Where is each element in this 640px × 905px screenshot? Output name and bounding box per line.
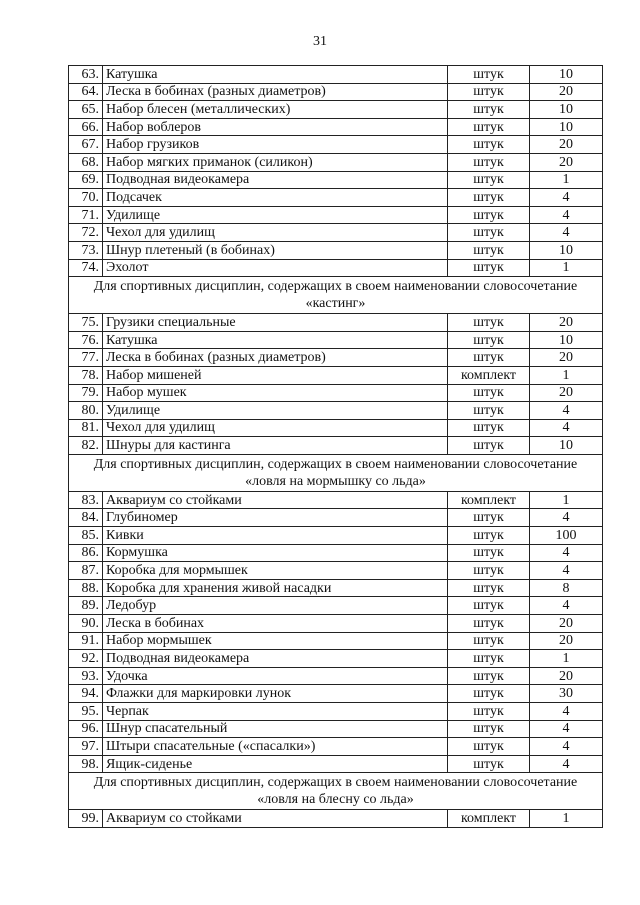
section-header-text: Для спортивных дисциплин, содержащих в своем наименовании словосочетание «ловля на мормышку со льда» [69, 454, 603, 491]
quantity-cell: 20 [530, 136, 603, 154]
quantity-cell: 4 [530, 402, 603, 420]
row-number-cell: 80. [69, 402, 103, 420]
item-name-cell: Леска в бобинах [103, 615, 448, 633]
quantity-cell: 20 [530, 667, 603, 685]
unit-cell: штук [448, 101, 530, 119]
row-number-cell: 75. [69, 314, 103, 332]
table-row [69, 83, 603, 101]
table-row [69, 544, 603, 562]
table-row [69, 259, 603, 277]
table-row [69, 720, 603, 738]
section-header-text: Для спортивных дисциплин, содержащих в своем наименовании словосочетание «кастинг» [69, 277, 603, 314]
unit-cell: штук [448, 402, 530, 420]
table-row [69, 527, 603, 545]
unit-cell: штук [448, 650, 530, 668]
quantity-cell: 4 [530, 738, 603, 756]
table-row [69, 755, 603, 773]
row-number-cell: 94. [69, 685, 103, 703]
table-row [69, 224, 603, 242]
table-row [69, 384, 603, 402]
row-number-cell: 82. [69, 437, 103, 455]
row-number-cell: 63. [69, 66, 103, 84]
equipment-table-body [69, 66, 603, 828]
quantity-cell: 4 [530, 419, 603, 437]
item-name-cell: Набор мушек [103, 384, 448, 402]
quantity-cell: 4 [530, 755, 603, 773]
item-name-cell: Леска в бобинах (разных диаметров) [103, 349, 448, 367]
table-row [69, 437, 603, 455]
table-row [69, 419, 603, 437]
row-number-cell: 89. [69, 597, 103, 615]
row-number-cell: 67. [69, 136, 103, 154]
table-row [69, 597, 603, 615]
unit-cell: штук [448, 66, 530, 84]
item-name-cell: Набор блесен (металлических) [103, 101, 448, 119]
unit-cell: штук [448, 349, 530, 367]
item-name-cell: Аквариум со стойками [103, 810, 448, 828]
unit-cell: штук [448, 632, 530, 650]
item-name-cell: Ледобур [103, 597, 448, 615]
item-name-cell: Катушка [103, 66, 448, 84]
table-row [69, 331, 603, 349]
unit-cell: штук [448, 259, 530, 277]
row-number-cell: 78. [69, 366, 103, 384]
quantity-cell: 20 [530, 632, 603, 650]
quantity-cell: 100 [530, 527, 603, 545]
equipment-table [68, 65, 603, 828]
quantity-cell: 20 [530, 349, 603, 367]
item-name-cell: Набор мягких приманок (силикон) [103, 153, 448, 171]
quantity-cell: 4 [530, 189, 603, 207]
table-row [69, 241, 603, 259]
item-name-cell: Коробка для хранения живой насадки [103, 579, 448, 597]
item-name-cell: Глубиномер [103, 509, 448, 527]
quantity-cell: 10 [530, 101, 603, 119]
unit-cell: штук [448, 171, 530, 189]
unit-cell: штук [448, 118, 530, 136]
row-number-cell: 69. [69, 171, 103, 189]
row-number-cell: 64. [69, 83, 103, 101]
table-row [69, 667, 603, 685]
table-row [69, 491, 603, 509]
table-row [69, 509, 603, 527]
table-row [69, 738, 603, 756]
quantity-cell: 20 [530, 153, 603, 171]
table-row [69, 402, 603, 420]
quantity-cell: 1 [530, 810, 603, 828]
unit-cell: штук [448, 314, 530, 332]
row-number-cell: 90. [69, 615, 103, 633]
quantity-cell: 4 [530, 544, 603, 562]
page-number: 31 [313, 34, 327, 49]
unit-cell: штук [448, 206, 530, 224]
item-name-cell: Подводная видеокамера [103, 650, 448, 668]
table-row [69, 136, 603, 154]
unit-cell: комплект [448, 810, 530, 828]
quantity-cell: 10 [530, 437, 603, 455]
quantity-cell: 4 [530, 703, 603, 721]
unit-cell: штук [448, 419, 530, 437]
section-header-row [69, 773, 603, 810]
row-number-cell: 79. [69, 384, 103, 402]
table-row [69, 366, 603, 384]
row-number-cell: 66. [69, 118, 103, 136]
table-row [69, 615, 603, 633]
quantity-cell: 20 [530, 615, 603, 633]
row-number-cell: 77. [69, 349, 103, 367]
row-number-cell: 87. [69, 562, 103, 580]
row-number-cell: 76. [69, 331, 103, 349]
item-name-cell: Аквариум со стойками [103, 491, 448, 509]
table-row [69, 314, 603, 332]
unit-cell: штук [448, 544, 530, 562]
quantity-cell: 10 [530, 331, 603, 349]
table-row [69, 703, 603, 721]
row-number-cell: 98. [69, 755, 103, 773]
row-number-cell: 84. [69, 509, 103, 527]
unit-cell: штук [448, 241, 530, 259]
row-number-cell: 73. [69, 241, 103, 259]
table-row [69, 189, 603, 207]
quantity-cell: 4 [530, 206, 603, 224]
quantity-cell: 4 [530, 224, 603, 242]
item-name-cell: Набор мишеней [103, 366, 448, 384]
item-name-cell: Кивки [103, 527, 448, 545]
item-name-cell: Набор мормышек [103, 632, 448, 650]
unit-cell: штук [448, 509, 530, 527]
table-row [69, 650, 603, 668]
unit-cell: штук [448, 136, 530, 154]
section-header-row [69, 277, 603, 314]
item-name-cell: Шнуры для кастинга [103, 437, 448, 455]
table-row [69, 118, 603, 136]
quantity-cell: 4 [530, 597, 603, 615]
unit-cell: штук [448, 384, 530, 402]
table-row [69, 632, 603, 650]
item-name-cell: Ящик-сиденье [103, 755, 448, 773]
unit-cell: комплект [448, 491, 530, 509]
row-number-cell: 81. [69, 419, 103, 437]
row-number-cell: 86. [69, 544, 103, 562]
row-number-cell: 74. [69, 259, 103, 277]
table-row [69, 579, 603, 597]
quantity-cell: 10 [530, 66, 603, 84]
unit-cell: штук [448, 720, 530, 738]
section-header-text: Для спортивных дисциплин, содержащих в своем наименовании словосочетание «ловля на блесну со льда» [69, 773, 603, 810]
unit-cell: штук [448, 331, 530, 349]
unit-cell: штук [448, 685, 530, 703]
table-row [69, 562, 603, 580]
unit-cell: штук [448, 755, 530, 773]
item-name-cell: Грузики специальные [103, 314, 448, 332]
item-name-cell: Катушка [103, 331, 448, 349]
item-name-cell: Набор воблеров [103, 118, 448, 136]
quantity-cell: 10 [530, 118, 603, 136]
quantity-cell: 1 [530, 366, 603, 384]
row-number-cell: 93. [69, 667, 103, 685]
quantity-cell: 4 [530, 720, 603, 738]
item-name-cell: Подсачек [103, 189, 448, 207]
row-number-cell: 91. [69, 632, 103, 650]
quantity-cell: 20 [530, 384, 603, 402]
quantity-cell: 30 [530, 685, 603, 703]
item-name-cell: Чехол для удилищ [103, 419, 448, 437]
item-name-cell: Коробка для мормышек [103, 562, 448, 580]
item-name-cell: Эхолот [103, 259, 448, 277]
table-row [69, 685, 603, 703]
unit-cell: штук [448, 703, 530, 721]
quantity-cell: 1 [530, 259, 603, 277]
row-number-cell: 99. [69, 810, 103, 828]
item-name-cell: Шнур спасательный [103, 720, 448, 738]
unit-cell: штук [448, 597, 530, 615]
quantity-cell: 4 [530, 509, 603, 527]
row-number-cell: 96. [69, 720, 103, 738]
item-name-cell: Штыри спасательные («спасалки») [103, 738, 448, 756]
item-name-cell: Набор грузиков [103, 136, 448, 154]
unit-cell: штук [448, 527, 530, 545]
quantity-cell: 8 [530, 579, 603, 597]
quantity-cell: 20 [530, 83, 603, 101]
row-number-cell: 97. [69, 738, 103, 756]
table-row [69, 101, 603, 119]
item-name-cell: Кормушка [103, 544, 448, 562]
unit-cell: штук [448, 153, 530, 171]
quantity-cell: 1 [530, 171, 603, 189]
row-number-cell: 72. [69, 224, 103, 242]
unit-cell: штук [448, 189, 530, 207]
unit-cell: штук [448, 667, 530, 685]
row-number-cell: 70. [69, 189, 103, 207]
row-number-cell: 83. [69, 491, 103, 509]
table-row [69, 206, 603, 224]
unit-cell: штук [448, 579, 530, 597]
item-name-cell: Черпак [103, 703, 448, 721]
unit-cell: штук [448, 615, 530, 633]
unit-cell: штук [448, 738, 530, 756]
unit-cell: штук [448, 437, 530, 455]
table-row [69, 153, 603, 171]
section-header-row [69, 454, 603, 491]
item-name-cell: Шнур плетеный (в бобинах) [103, 241, 448, 259]
quantity-cell: 20 [530, 314, 603, 332]
unit-cell: штук [448, 83, 530, 101]
item-name-cell: Удилище [103, 206, 448, 224]
unit-cell: штук [448, 224, 530, 242]
quantity-cell: 4 [530, 562, 603, 580]
row-number-cell: 71. [69, 206, 103, 224]
row-number-cell: 88. [69, 579, 103, 597]
table-row [69, 171, 603, 189]
item-name-cell: Удилище [103, 402, 448, 420]
quantity-cell: 1 [530, 491, 603, 509]
table-row [69, 349, 603, 367]
item-name-cell: Чехол для удилищ [103, 224, 448, 242]
unit-cell: штук [448, 562, 530, 580]
quantity-cell: 10 [530, 241, 603, 259]
item-name-cell: Леска в бобинах (разных диаметров) [103, 83, 448, 101]
item-name-cell: Удочка [103, 667, 448, 685]
table-row [69, 66, 603, 84]
row-number-cell: 95. [69, 703, 103, 721]
table-row [69, 810, 603, 828]
quantity-cell: 1 [530, 650, 603, 668]
row-number-cell: 65. [69, 101, 103, 119]
item-name-cell: Флажки для маркировки лунок [103, 685, 448, 703]
row-number-cell: 85. [69, 527, 103, 545]
unit-cell: комплект [448, 366, 530, 384]
row-number-cell: 68. [69, 153, 103, 171]
item-name-cell: Подводная видеокамера [103, 171, 448, 189]
row-number-cell: 92. [69, 650, 103, 668]
